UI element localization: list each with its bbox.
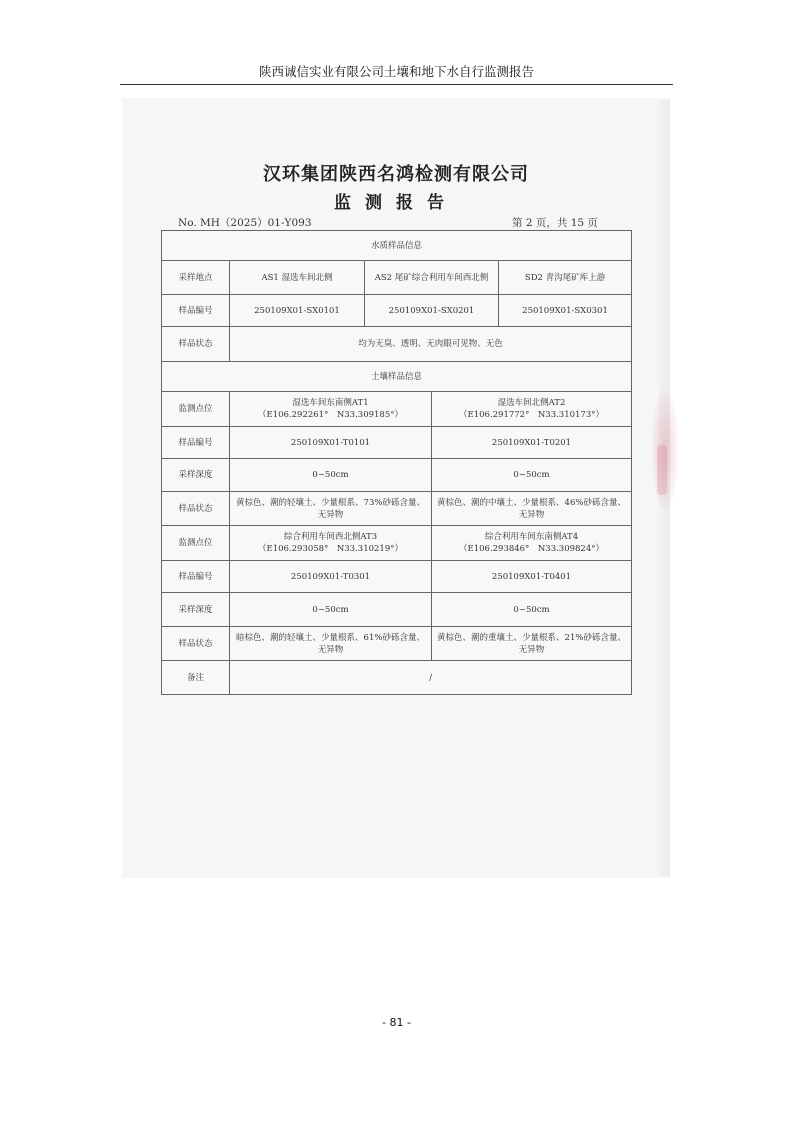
water-id-cell: 250109X01-SX0101 [230, 295, 365, 327]
table-row [162, 327, 632, 362]
soil-state-cell: 黄棕色、潮的重壤土、少量根系、21%砂砾含量、无异物 [432, 627, 632, 661]
point-coords: （E106.292261° N33.309185°） [258, 410, 403, 420]
table-row [162, 526, 632, 561]
table-row [162, 261, 632, 295]
water-state-cell: 均为无臭、透明、无肉眼可见物、无色 [230, 327, 632, 362]
table-row [162, 392, 632, 427]
row-label: 样品编号 [162, 295, 230, 327]
soil-state-cell: 黄棕色、潮的轻壤土、少量根系、73%砂砾含量、无异物 [230, 492, 432, 526]
table-row [162, 362, 632, 392]
remarks-cell: / [230, 661, 632, 695]
running-header: 陕西诚信实业有限公司土壤和地下水自行监测报告 [120, 62, 673, 85]
row-label: 样品状态 [162, 327, 230, 362]
point-coords: （E106.291772° N33.310173°） [459, 410, 604, 420]
row-label: 样品编号 [162, 561, 230, 593]
point-coords: （E106.293846° N33.309824°） [459, 544, 604, 554]
water-id-cell: 250109X01-SX0301 [499, 295, 632, 327]
seal-stamp-mark-icon [657, 445, 667, 495]
soil-state-cell: 黄棕色、潮的中壤土、少量根系、46%砂砾含量、无异物 [432, 492, 632, 526]
soil-id-cell: 250109X01-T0101 [230, 427, 432, 459]
table-row [162, 627, 632, 661]
table-row [162, 295, 632, 327]
water-section-title: 水质样品信息 [162, 231, 632, 261]
row-label: 样品状态 [162, 627, 230, 661]
table-row [162, 593, 632, 627]
table-row [162, 459, 632, 492]
soil-id-cell: 250109X01-T0201 [432, 427, 632, 459]
sample-info-table [161, 230, 632, 695]
row-label: 备注 [162, 661, 230, 695]
point-name: 综合利用车间西北侧AT3 [283, 532, 378, 542]
soil-id-cell: 250109X01-T0301 [230, 561, 432, 593]
row-label: 样品编号 [162, 427, 230, 459]
soil-point-cell [230, 526, 432, 561]
water-site-cell: SD2 青沟尾矿库上游 [499, 261, 632, 295]
row-label: 监测点位 [162, 526, 230, 561]
soil-depth-cell: 0~50cm [432, 593, 632, 627]
table-row [162, 427, 632, 459]
water-site-cell: AS2 尾矿综合利用车间西北侧 [365, 261, 499, 295]
point-name: 湿选车间东南侧AT1 [292, 398, 369, 408]
row-label: 采样地点 [162, 261, 230, 295]
soil-id-cell: 250109X01-T0401 [432, 561, 632, 593]
company-name: 汉环集团陕西名鸿检测有限公司 [263, 164, 529, 185]
row-label: 采样深度 [162, 593, 230, 627]
page-count-info: 第 2 页，共 15 页 [512, 217, 598, 229]
soil-depth-cell: 0~50cm [230, 593, 432, 627]
soil-depth-cell: 0~50cm [432, 459, 632, 492]
table-row [162, 492, 632, 526]
table-row [162, 561, 632, 593]
soil-section-title: 土壤样品信息 [162, 362, 632, 392]
page-number: - 81 - [382, 1016, 411, 1029]
water-id-cell: 250109X01-SX0201 [365, 295, 499, 327]
soil-state-cell: 暗棕色、潮的轻壤土、少量根系、61%砂砾含量、无异物 [230, 627, 432, 661]
point-coords: （E106.293058° N33.310219°） [258, 544, 403, 554]
point-name: 综合利用车间东南侧AT4 [484, 532, 579, 542]
soil-depth-cell: 0~50cm [230, 459, 432, 492]
water-site-cell: AS1 湿选车间北侧 [230, 261, 365, 295]
row-label: 监测点位 [162, 392, 230, 427]
table-row [162, 661, 632, 695]
row-label: 样品状态 [162, 492, 230, 526]
soil-point-cell [230, 392, 432, 427]
point-name: 湿选车间北侧AT2 [497, 398, 566, 408]
row-label: 采样深度 [162, 459, 230, 492]
report-title: 监测报告 [334, 193, 458, 213]
soil-point-cell [432, 526, 632, 561]
table-row [162, 231, 632, 261]
report-number: No. MH（2025）01-Y093 [178, 217, 312, 229]
soil-point-cell [432, 392, 632, 427]
